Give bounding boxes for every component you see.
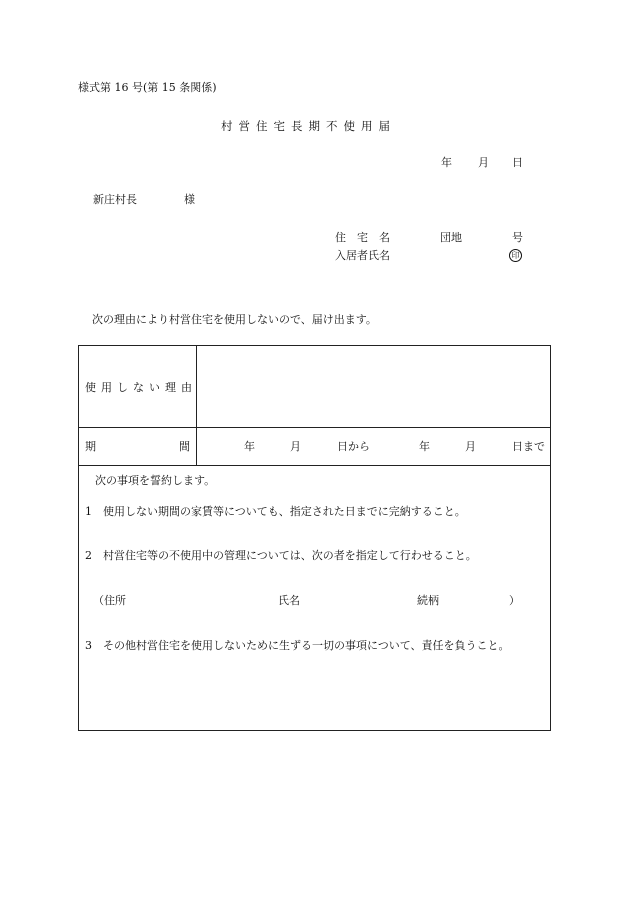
manager-name-label: 氏名	[278, 594, 300, 607]
period-label-end: 間	[179, 440, 190, 453]
application-table	[78, 345, 551, 731]
period-label-start: 期	[85, 440, 96, 453]
reason-field[interactable]	[201, 354, 546, 422]
period-from-month: 月	[290, 440, 301, 453]
pledge-item-2: 2 村営住宅等の不使用中の管理については、次の者を指定して行わせること。	[85, 549, 477, 562]
housing-label: 住 宅 名	[335, 231, 390, 244]
seal-mark: 印	[509, 249, 522, 262]
manager-close-paren: ）	[509, 594, 520, 607]
period-from-year: 年	[244, 440, 255, 453]
period-to-day: 日まで	[512, 440, 545, 453]
danchi-label: 団地	[440, 231, 462, 244]
period-to-month: 月	[465, 440, 476, 453]
date-month: 月	[478, 156, 489, 169]
pledge-item-3: 3 その他村営住宅を使用しないために生ずる一切の事項について、責任を負うこと。	[85, 639, 510, 652]
manager-address-label: （住所	[93, 594, 126, 607]
form-number: 様式第 16 号(第 15 条関係)	[78, 81, 217, 94]
pledge-item-1: 1 使用しない期間の家賃等についても、指定された日までに完納すること。	[85, 505, 466, 518]
period-from-day: 日から	[337, 440, 370, 453]
page-title: 村営住宅長期不使用届	[221, 119, 396, 133]
resident-label: 入居者氏名	[335, 249, 390, 262]
pledge-intro: 次の事項を誓約します。	[95, 474, 216, 487]
manager-relation-label: 続柄	[417, 594, 439, 607]
column-divider	[196, 346, 197, 465]
intro-text: 次の理由により村営住宅を使用しないので、届け出ます。	[92, 313, 377, 326]
row-divider	[79, 427, 550, 428]
reason-label: 使用しない理由	[85, 381, 197, 394]
addressee-honorific: 様	[184, 193, 195, 206]
number-label: 号	[512, 231, 523, 244]
date-day: 日	[512, 156, 523, 169]
period-to-year: 年	[419, 440, 430, 453]
addressee-name: 新庄村長	[93, 193, 137, 206]
row-divider	[79, 465, 550, 466]
date-year: 年	[441, 156, 452, 169]
